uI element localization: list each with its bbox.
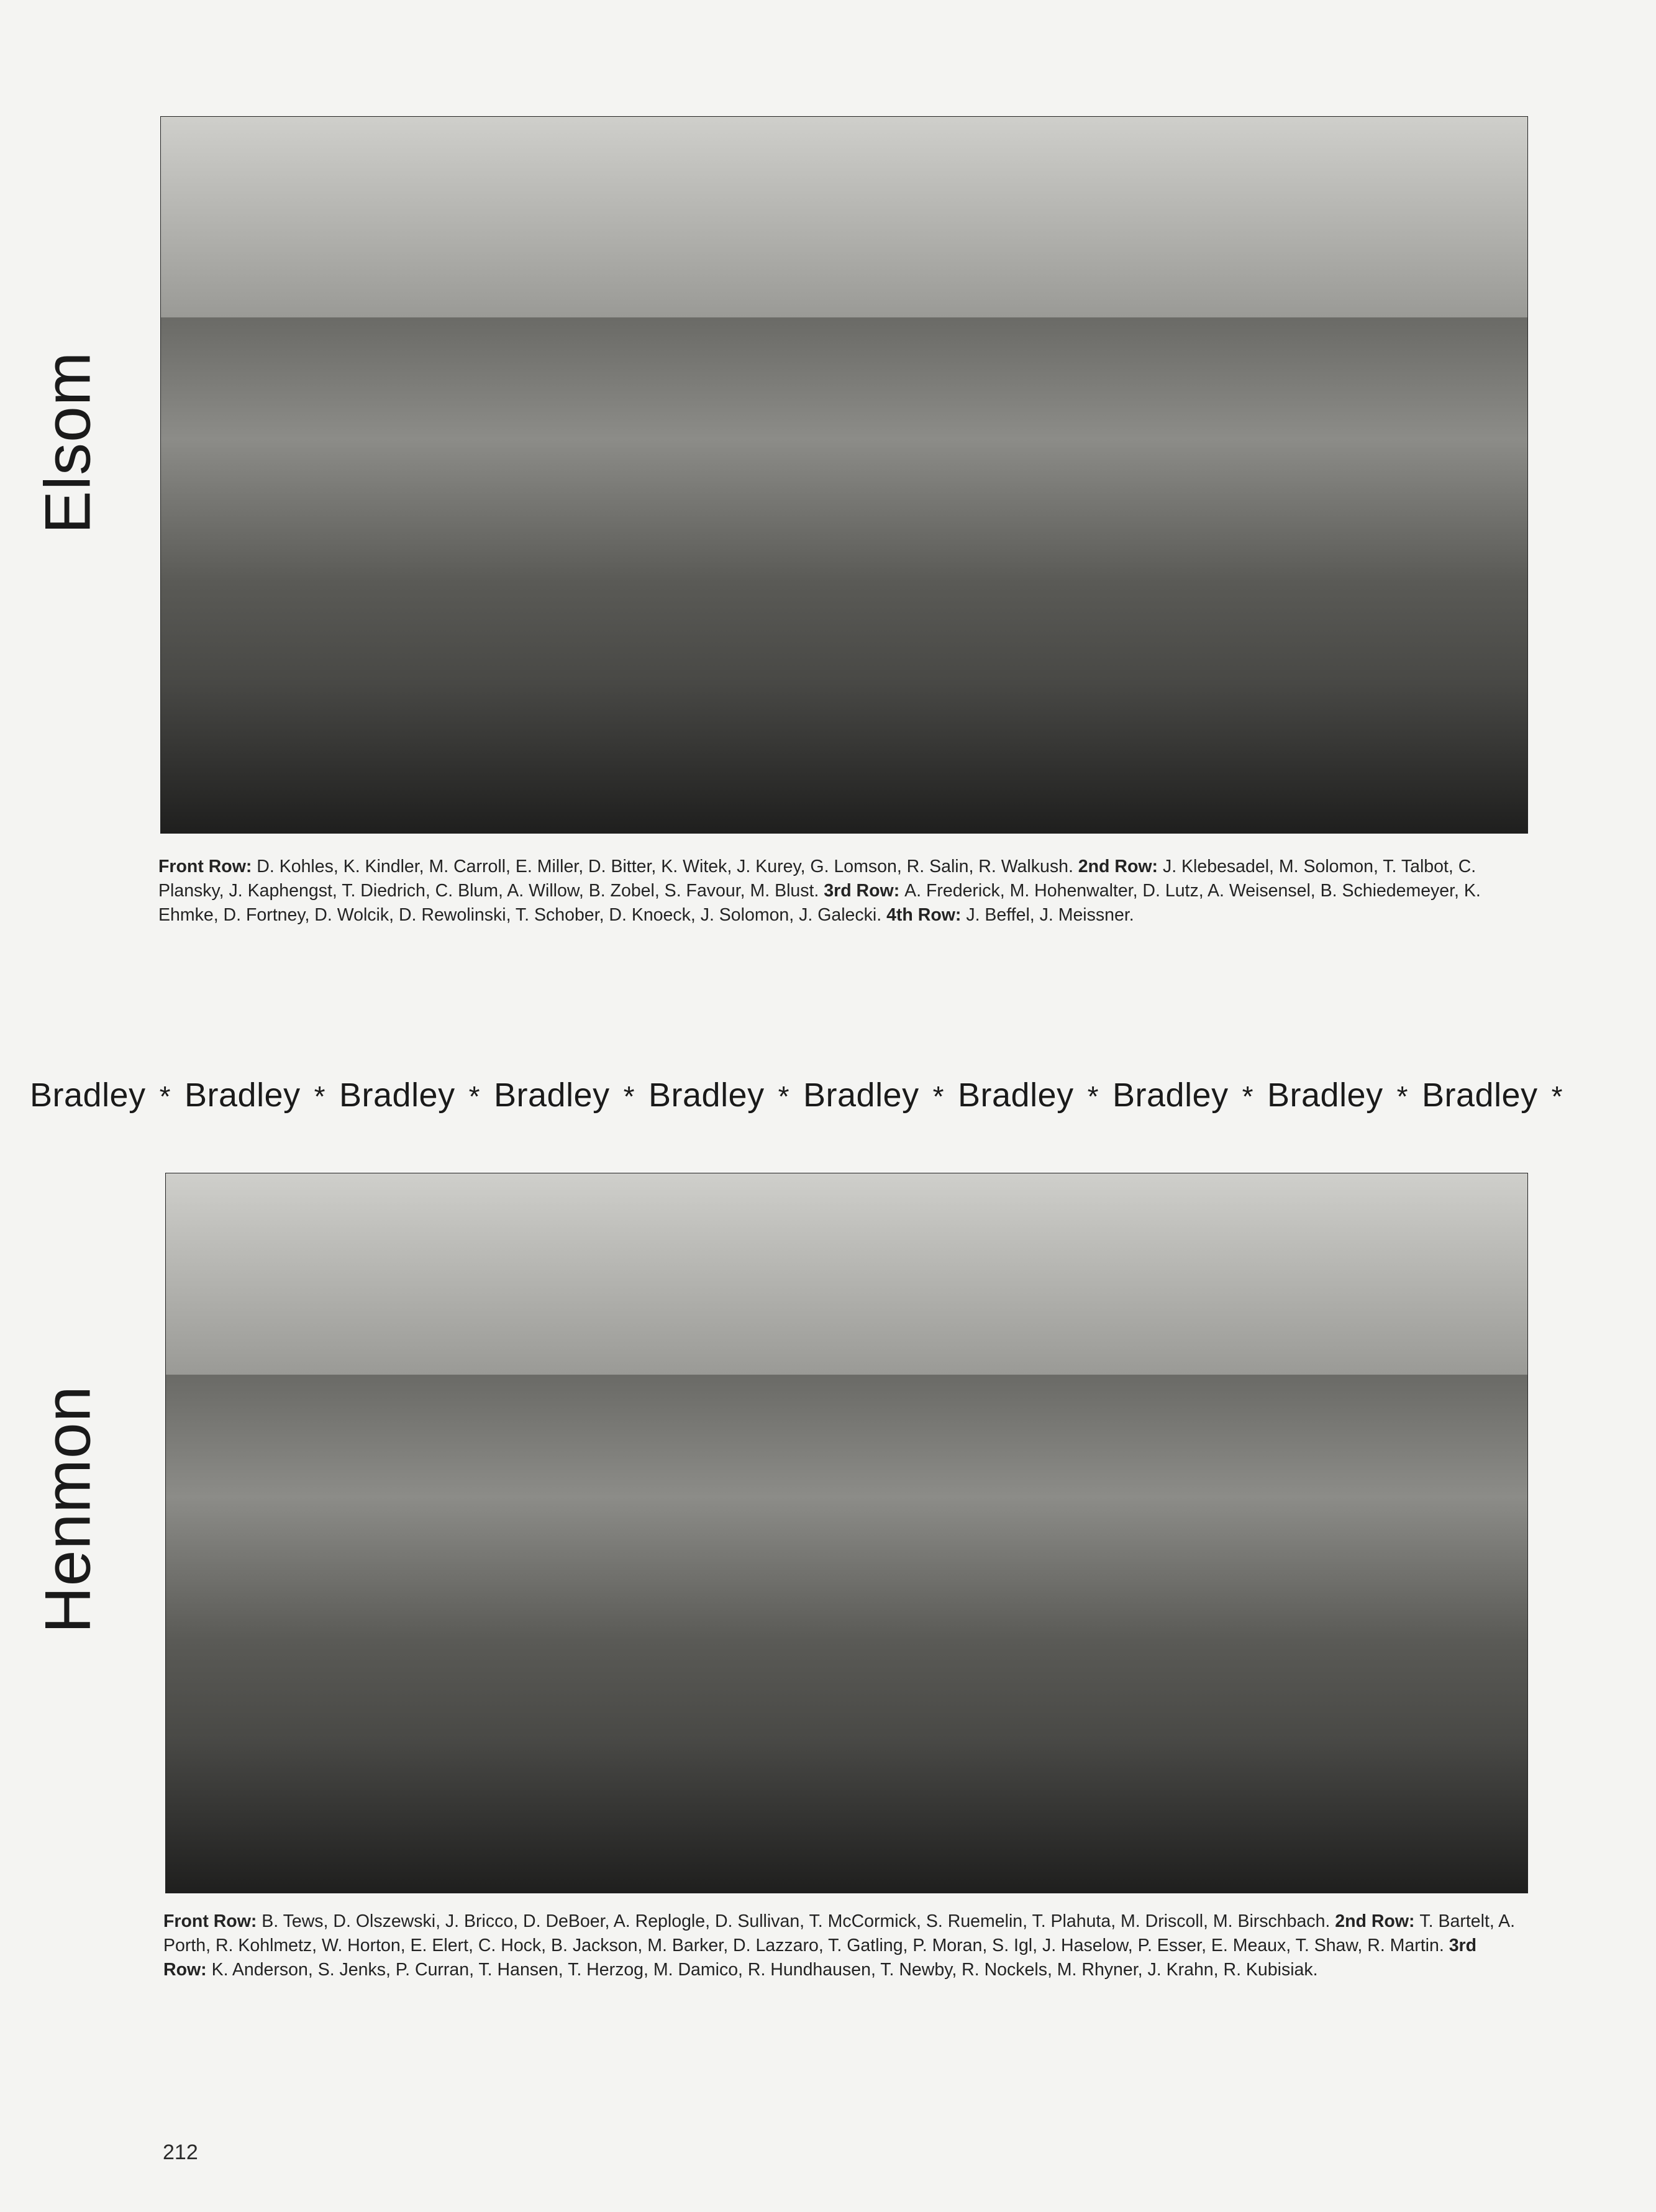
caption-row-label: 2nd Row: bbox=[1078, 857, 1163, 876]
caption-row-label: Front Row: bbox=[158, 857, 257, 876]
caption-row-names: J. Klebesadel, M. Solomon, T. Talbot, C. Plansky, J. Kaphengst, T. Diedrich, C. Blum, A. Willow, B. Zobel, S. Favour, M. Blust. bbox=[158, 857, 1476, 901]
group-photo-henmon bbox=[165, 1173, 1528, 1893]
group-photo-elsom bbox=[160, 116, 1528, 834]
banner-word: Bradley bbox=[30, 1076, 146, 1114]
hall-label-elsom: Elsom bbox=[32, 351, 104, 534]
banner-separator: * bbox=[778, 1080, 789, 1113]
caption-row-label: 3rd Row: bbox=[824, 881, 905, 901]
banner-word: Bradley bbox=[184, 1076, 301, 1114]
caption-row-names: J. Beffel, J. Meissner. bbox=[966, 905, 1134, 925]
banner-separator: * bbox=[1396, 1080, 1408, 1113]
caption-row-names: A. Frederick, M. Hohenwalter, D. Lutz, A. Weisensel, B. Schiedemeyer, K. Ehmke, D. Fortney, D. Wolcik, D. Rewolinski, T. Schober, D. Knoeck, J. Solomon, J. Galecki. bbox=[158, 881, 1481, 925]
banner-separator: * bbox=[1087, 1080, 1099, 1113]
bradley-banner bbox=[30, 1076, 1639, 1114]
banner-word: Bradley bbox=[1267, 1076, 1383, 1114]
caption-row-names: T. Bartelt, A. Porth, R. Kohlmetz, W. Horton, E. Elert, C. Hock, B. Jackson, M. Barker, D. Lazzaro, T. Gatling, P. Moran, S. Igl, J. Haselow, P. Esser, E. Meaux, T. Shaw, R. Martin. bbox=[163, 1911, 1516, 1955]
page-number: 212 bbox=[163, 2141, 198, 2164]
banner-separator: * bbox=[932, 1080, 944, 1113]
banner-separator: * bbox=[1551, 1080, 1563, 1113]
banner-word: Bradley bbox=[339, 1076, 455, 1114]
banner-word: Bradley bbox=[958, 1076, 1074, 1114]
banner-word: Bradley bbox=[648, 1076, 765, 1114]
caption-row-names: D. Kohles, K. Kindler, M. Carroll, E. Miller, D. Bitter, K. Witek, J. Kurey, G. Lomson, R. Salin, R. Walkush. bbox=[257, 857, 1078, 876]
caption-elsom bbox=[158, 855, 1519, 927]
banner-word: Bradley bbox=[803, 1076, 919, 1114]
banner-word: Bradley bbox=[1422, 1076, 1538, 1114]
hall-label-henmon: Henmon bbox=[32, 1385, 104, 1634]
banner-word: Bradley bbox=[494, 1076, 610, 1114]
caption-row-label: Front Row: bbox=[163, 1911, 262, 1931]
banner-word: Bradley bbox=[1112, 1076, 1229, 1114]
caption-henmon bbox=[163, 1909, 1524, 1982]
caption-row-names: B. Tews, D. Olszewski, J. Bricco, D. DeBoer, A. Replogle, D. Sullivan, T. McCormick, S. Ruemelin, T. Plahuta, M. Driscoll, M. Birschbach. bbox=[262, 1911, 1335, 1931]
banner-separator: * bbox=[159, 1080, 171, 1113]
banner-separator: * bbox=[314, 1080, 325, 1113]
banner-separator: * bbox=[468, 1080, 480, 1113]
caption-row-label: 4th Row: bbox=[886, 905, 967, 925]
caption-row-label: 2nd Row: bbox=[1335, 1911, 1420, 1931]
caption-row-label: 3rd Row: bbox=[163, 1936, 1477, 1980]
banner-separator: * bbox=[1242, 1080, 1253, 1113]
banner-separator: * bbox=[623, 1080, 635, 1113]
caption-row-names: K. Anderson, S. Jenks, P. Curran, T. Hansen, T. Herzog, M. Damico, R. Hundhausen, T. Newby, R. Nockels, M. Rhyner, J. Krahn, R. Kubisiak. bbox=[211, 1960, 1318, 1980]
